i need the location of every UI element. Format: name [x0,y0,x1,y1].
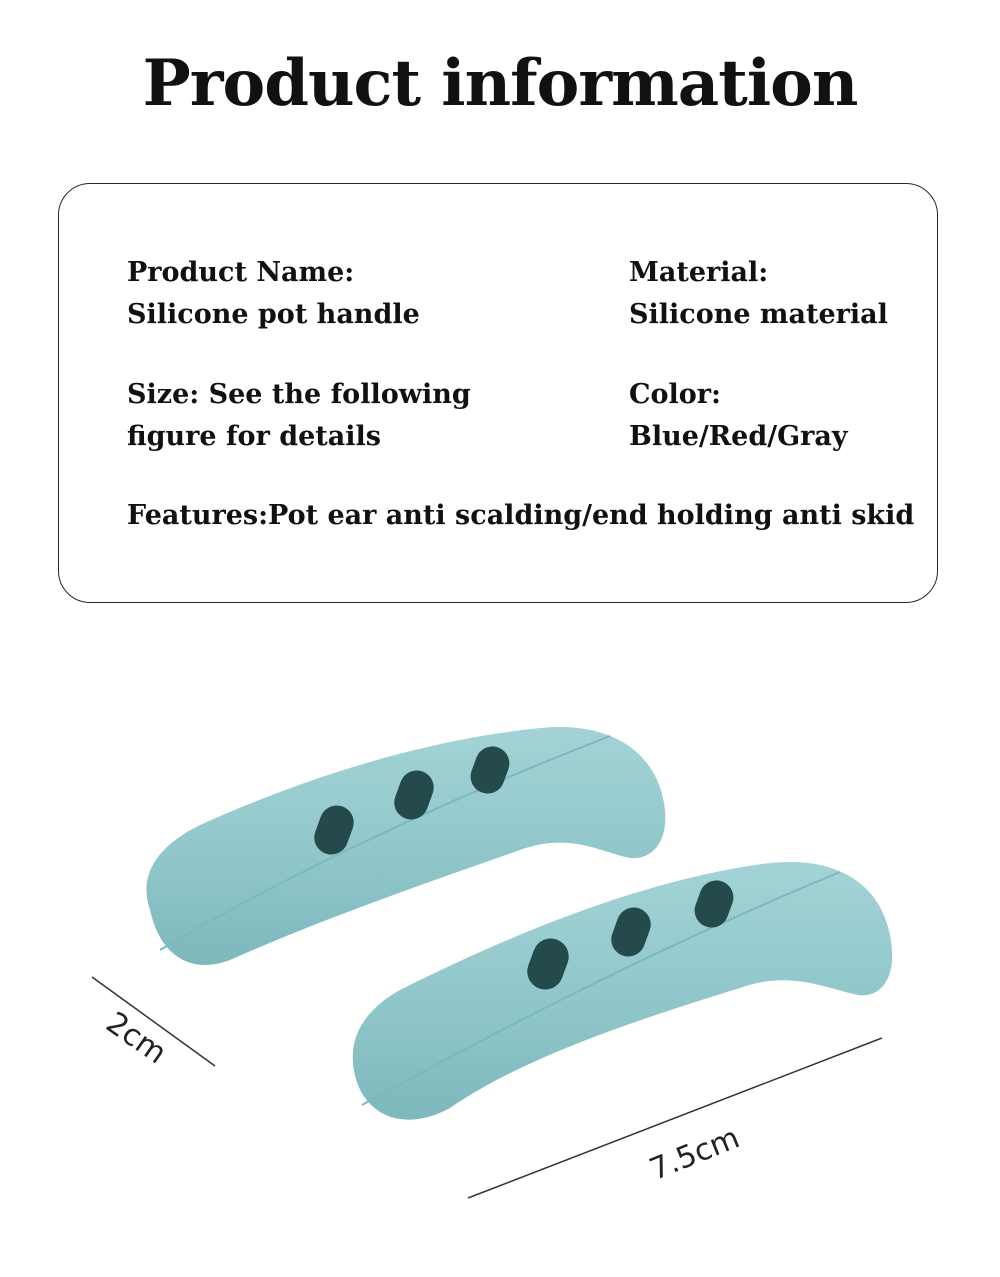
handle-body [353,862,892,1120]
size-line-2: figure for details [127,421,381,452]
material-field [629,252,888,336]
product-name-field [127,252,420,336]
length-dimension-label: 7.5cm [644,1120,745,1188]
material-value: Silicone material [629,299,888,330]
color-label: Color: [629,379,721,410]
product-name-value: Silicone pot handle [127,299,420,330]
width-dimension-label: 2cm [99,1005,173,1072]
color-field [629,374,848,458]
product-name-label: Product Name: [127,257,355,288]
product-info-box [58,183,938,603]
features-field [127,495,914,537]
silicone-handle-front [353,862,892,1120]
material-label: Material: [629,257,769,288]
size-line-1: Size: See the following [127,379,471,410]
color-value: Blue/Red/Gray [629,421,848,452]
features-text: Features:Pot ear anti scalding/end holding anti skid [127,500,915,531]
page-title: Product information [142,46,858,121]
size-field [127,374,471,458]
product-illustration [0,620,1000,1260]
